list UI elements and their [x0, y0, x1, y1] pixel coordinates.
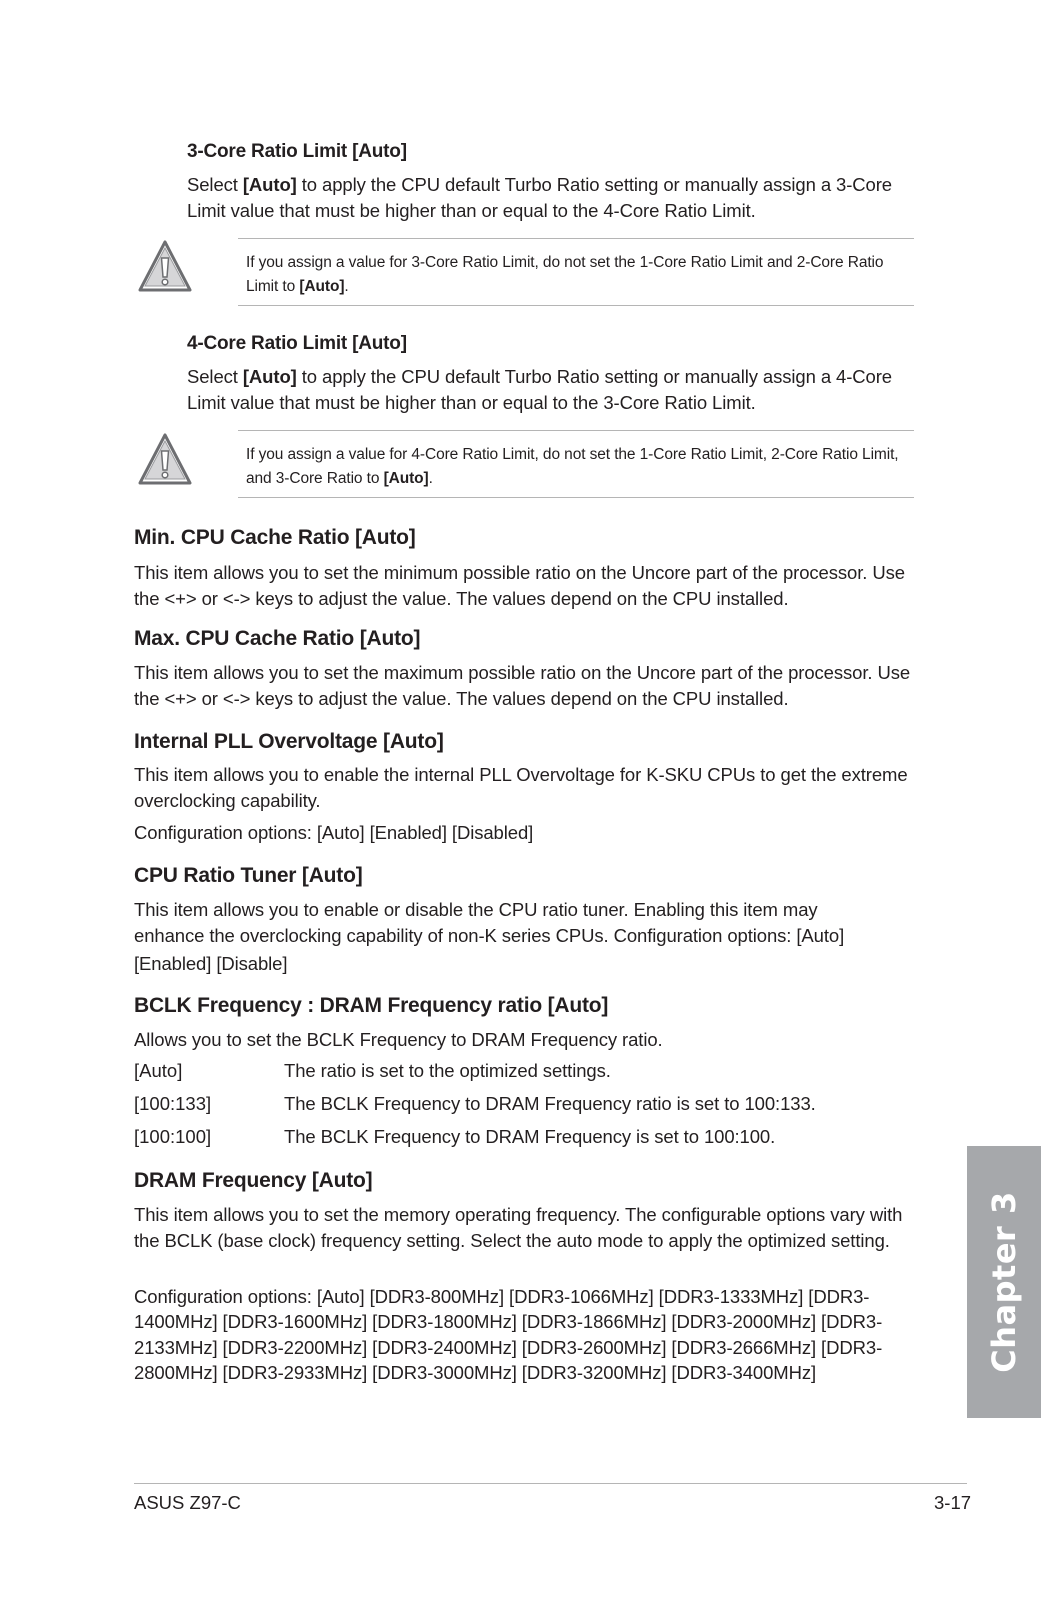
chapter-tab: [967, 1146, 1041, 1418]
core4-title: 4-Core Ratio Limit [Auto]: [187, 333, 407, 354]
core3-title: 3-Core Ratio Limit [Auto]: [187, 141, 407, 162]
bclk-option-desc: The BCLK Frequency to DRAM Frequency is set to 100:100.: [284, 1126, 776, 1147]
dram-frequency-options-line-4: 2800MHz] [DDR3-2933MHz] [DDR3-3000MHz] [DDR3-3200MHz] [DDR3-3400MHz]: [134, 1362, 817, 1383]
max-cache-ratio-description: This item allows you to set the maximum possible ratio on the Uncore part of the processor. Use the <+> or <-> keys to adjust the value. The values depend on the CPU installed.: [134, 662, 911, 709]
cpu-ratio-tuner-heading: CPU Ratio Tuner [Auto]: [134, 864, 363, 887]
dram-frequency-heading: DRAM Frequency [Auto]: [134, 1169, 373, 1192]
core4-note-text: If you assign a value for 4-Core Ratio Limit, do not set the 1-Core Ratio Limit, 2-Core Ratio Limit, and 3-Core Ratio to [Auto].: [246, 446, 899, 487]
core3-note-text: If you assign a value for 3-Core Ratio Limit, do not set the 1-Core Ratio Limit and 2-Core Ratio Limit to [Auto].: [246, 254, 884, 295]
bclk-ratio-description: Allows you to set the BCLK Frequency to DRAM Frequency ratio.: [134, 1029, 663, 1050]
dram-frequency-options-line-2: 1400MHz] [DDR3-1600MHz] [DDR3-1800MHz] [DDR3-1866MHz] [DDR3-2000MHz] [DDR3-: [134, 1311, 883, 1332]
cpu-ratio-tuner-line-2: enhance the overclocking capability of non-K series CPUs. Configuration options: [Auto]: [134, 925, 845, 946]
core3-warning-note: [238, 238, 914, 306]
pll-overvoltage-heading: Internal PLL Overvoltage [Auto]: [134, 730, 444, 753]
pll-overvoltage-description: This item allows you to enable the internal PLL Overvoltage for K-SKU CPUs to get the extreme overclocking capability.: [134, 764, 908, 811]
dram-frequency-options-line-1: Configuration options: [Auto] [DDR3-800MHz] [DDR3-1066MHz] [DDR3-1333MHz] [DDR3-: [134, 1286, 870, 1307]
bclk-option-key: [Auto]: [134, 1060, 183, 1081]
min-cache-ratio-description: This item allows you to set the minimum possible ratio on the Uncore part of the processor. Use the <+> or <-> keys to adjust the value. The values depend on the CPU installed.: [134, 562, 905, 609]
min-cache-ratio-heading: Min. CPU Cache Ratio [Auto]: [134, 526, 416, 549]
bclk-option-desc: The BCLK Frequency to DRAM Frequency ratio is set to 100:133.: [284, 1093, 816, 1114]
footer-page-number: 3-17: [934, 1492, 972, 1513]
bclk-option-desc: The ratio is set to the optimized settings.: [284, 1060, 611, 1081]
warning-icon: [136, 431, 194, 489]
max-cache-ratio-heading: Max. CPU Cache Ratio [Auto]: [134, 627, 421, 650]
cpu-ratio-tuner-line-3: [Enabled] [Disable]: [134, 953, 288, 974]
footer-model: ASUS Z97-C: [134, 1492, 241, 1513]
bclk-option-key: [100:133]: [134, 1093, 212, 1114]
pll-overvoltage-options: Configuration options: [Auto] [Enabled] [Disabled]: [134, 822, 534, 843]
dram-frequency-description: This item allows you to set the memory operating frequency. The configurable options vary with the BCLK (base clock) frequency setting. Select the auto mode to apply the optimized setting.: [134, 1204, 903, 1251]
bclk-option-key: [100:100]: [134, 1126, 212, 1147]
warning-icon: [136, 238, 194, 296]
core4-warning-note: [238, 430, 914, 498]
cpu-ratio-tuner-line-1: This item allows you to enable or disable the CPU ratio tuner. Enabling this item may: [134, 899, 818, 920]
core3-description: Select [Auto] to apply the CPU default Turbo Ratio setting or manually assign a 3-Core Limit value that must be higher than or equal to the 4-Core Ratio Limit.: [187, 174, 892, 221]
chapter-tab-label: Chapter 3: [985, 1191, 1023, 1373]
core4-description: Select [Auto] to apply the CPU default Turbo Ratio setting or manually assign a 4-Core Limit value that must be higher than or equal to the 3-Core Ratio Limit.: [187, 366, 892, 413]
footer-divider: [134, 1483, 967, 1484]
dram-frequency-options-line-3: 2133MHz] [DDR3-2200MHz] [DDR3-2400MHz] [DDR3-2600MHz] [DDR3-2666MHz] [DDR3-: [134, 1337, 883, 1358]
bclk-ratio-heading: BCLK Frequency : DRAM Frequency ratio [Auto]: [134, 994, 609, 1017]
